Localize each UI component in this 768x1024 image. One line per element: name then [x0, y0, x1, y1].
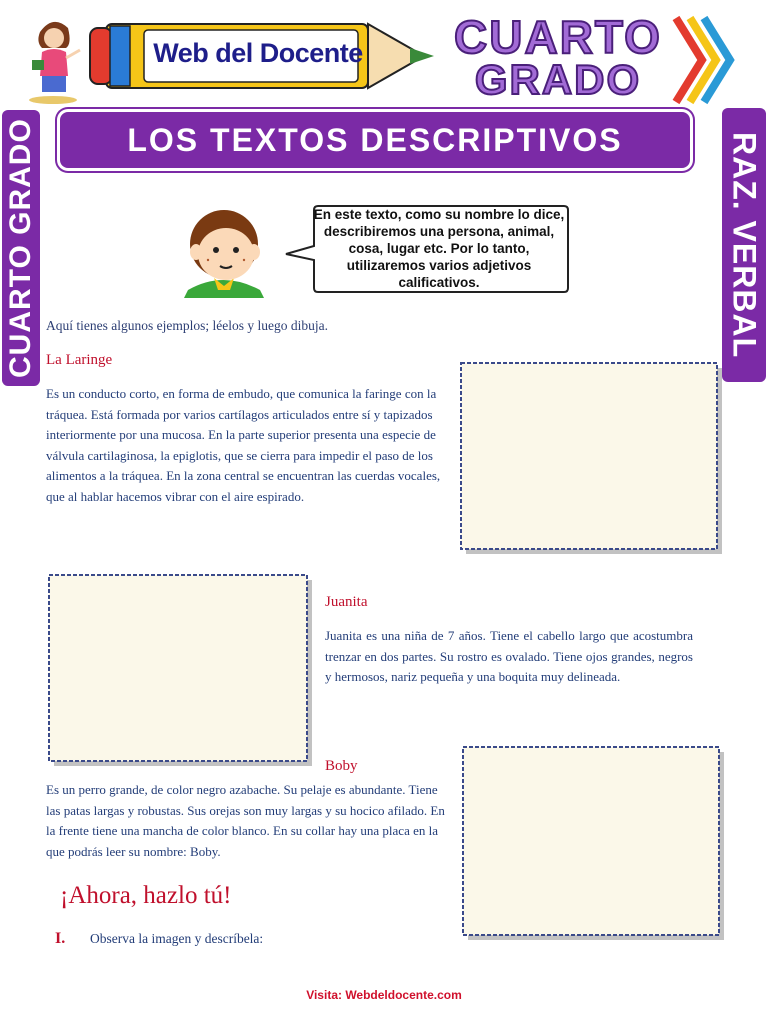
drawing-box-1[interactable]: [458, 360, 724, 556]
grade-line-1: CUARTO: [454, 11, 662, 63]
page-title: LOS TEXTOS DESCRIPTIVOS: [127, 122, 623, 158]
section-text-laringe: Es un conducto corto, en forma de embudo, que comunica la faringe con la tráquea. Está formada por varios cartílagos articulados entre sí y tapizados interiormente por una mucosa. En la parte superior presenta una especie de válvula cartilaginosa, la epiglotis, que se cierra para impedir el paso de los alimentos a la tráquea. En la zona central se encuentran las cuerdas vocales, que al hablar hacemos vibrar con el aire espirado.: [46, 386, 441, 504]
speech-text: En este texto, como su nombre lo dice, describiremos una persona, animal, cosa, lugar etc. Por lo tanto, utilizaremos varios adjetivos calificativos.: [313, 207, 565, 290]
activity-number: I.: [55, 930, 66, 947]
section-text-boby: Es un perro grande, de color negro azabache. Su pelaje es abundante. Tiene las patas largas y robustas. Sus orejas son muy largas y su hocico afilado. En la frente tiene una mancha de color blanco. En su collar hay una placa en la que podrás leer su nombre: Boby.: [46, 782, 445, 859]
boy-illustration: [168, 196, 278, 298]
footer-link[interactable]: Visita: Webdeldocente.com: [306, 988, 462, 1002]
grade-line-2: GRADO: [474, 56, 642, 103]
section-text-juanita: Juanita es una niña de 7 años. Tiene el cabello largo que acostumbra trenzar en dos partes. Su rostro es ovalado. Tiene ojos grandes, negros y hermosos, nariz pequeña y una boquita muy delineada.: [325, 628, 693, 684]
section-heading-laringe: La Laringe: [46, 352, 113, 368]
drawing-box-3[interactable]: [460, 744, 726, 942]
side-label-right: RAZ. VERBAL: [726, 131, 763, 359]
section-heading-boby: Boby: [325, 758, 358, 774]
drawing-box-2[interactable]: [46, 572, 314, 768]
teacher-illustration: [22, 14, 84, 104]
activity-title: ¡Ahora, hazlo tú!: [60, 882, 232, 909]
section-heading-juanita: Juanita: [325, 594, 368, 610]
intro-text: Aquí tienes algunos ejemplos; léelos y luego dibuja.: [46, 318, 328, 333]
side-label-left: CUARTO GRADO: [4, 118, 37, 378]
activity-instruction: Observa la imagen y descríbela:: [90, 931, 264, 946]
logo-text: Web del Docente: [153, 38, 363, 68]
